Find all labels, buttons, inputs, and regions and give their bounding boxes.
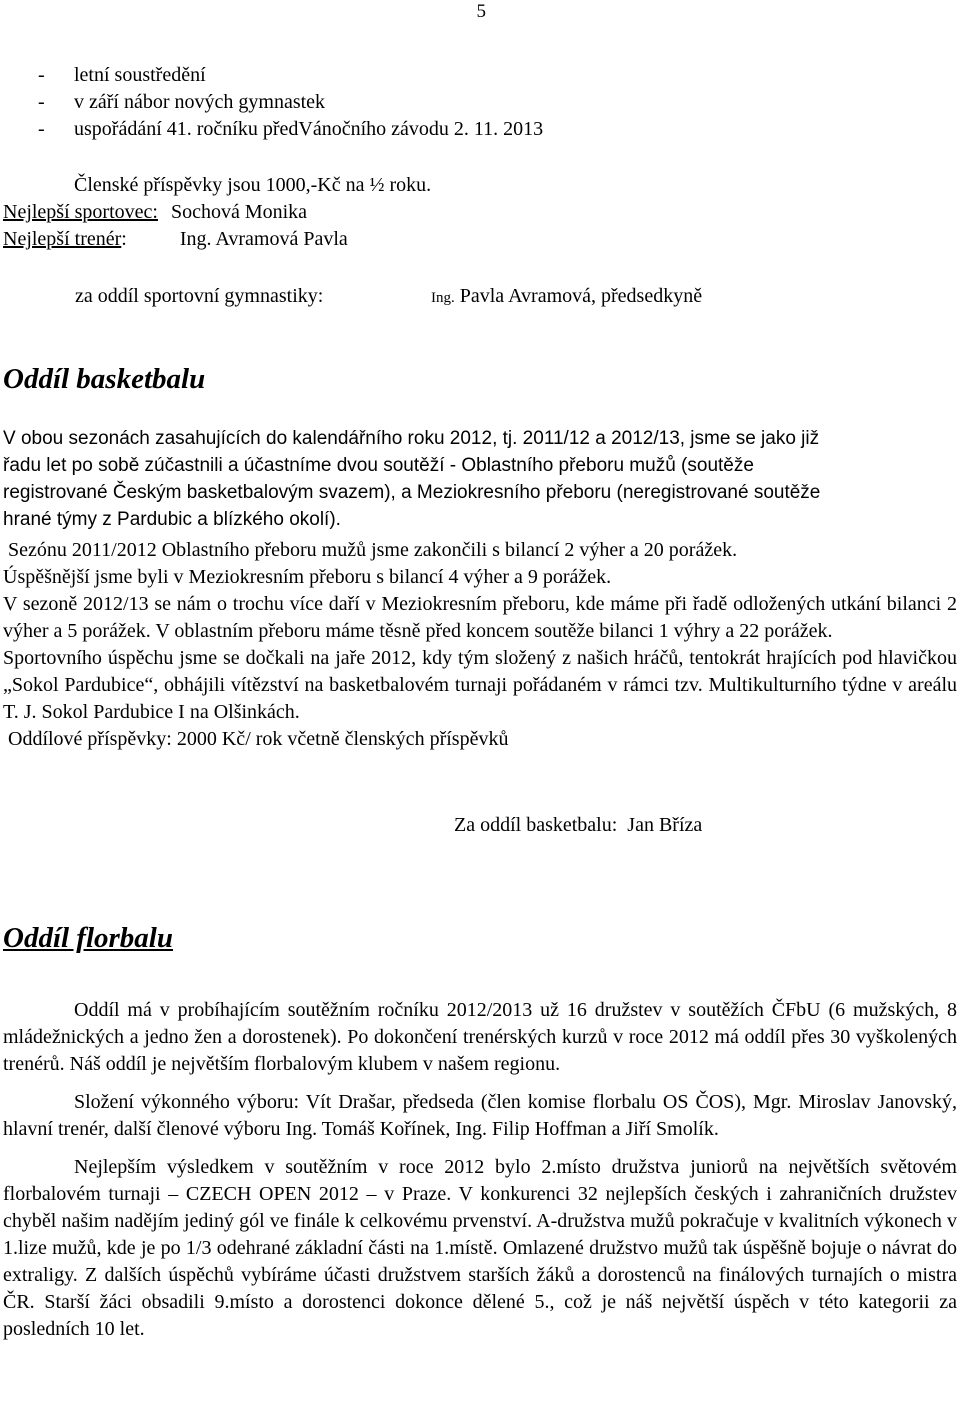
basketball-heading: Oddíl basketbalu — [3, 363, 206, 395]
basketball-season-2012: V sezoně 2012/13 se nám o trochu více daří v Meziokresním přeboru, kde máme při řadě odložených utkání bilanci 2 výher a 5 porážek. V oblastním přeboru máme těsně před koncem soutěže bilanci 1 výhry a 22 porážek. — [3, 593, 957, 642]
gym-signature-label: za oddíl sportovní gymnastiky: — [75, 285, 324, 307]
gym-activity-list — [38, 62, 543, 143]
best-coach-label: Nejlepší trenér — [3, 228, 122, 250]
best-athlete-value: Sochová Monika — [170, 201, 308, 223]
florbal-para-3: Nejlepším výsledkem v soutěžním v roce 2012 bylo 2.místo družstva juniorů na největších světovém florbalovém turnaji – CZECH OPEN 2012 – v Praze. V konkurenci 32 nejlepších českých i zahraničních družstev chyběl našim nadějím jediný gól ve finále k celkovému prvenství. A-družstva mužů pokračuje v kvalitních výkonech v 1.lize mužů, kde je po 1/3 odehrané základní části na 1.místě. Omlazené družstvo mužů tak úspěšně bojuje o návrat do extraligy. Z dalších úspěchů vybíráme účasti družstvem starších žáků a dorostenců na finálových turnajích o mistra ČR. Starší žáci obsadili 9.místo a dorostenci dokonce dělené 5., což je náš největší úspěch v této kategorii za posledních 10 let. — [3, 1156, 957, 1340]
list-item: - letní soustředění — [38, 64, 206, 86]
basketball-body — [3, 537, 957, 753]
basketball-mezi: Úspěšnější jsme byli v Meziokresním přeboru s bilancí 4 výher a 9 porážek. — [3, 566, 612, 588]
best-athlete-row — [3, 199, 307, 226]
gym-fees: Členské příspěvky jsou 1000,-Kč na ½ roku. — [74, 174, 432, 196]
list-item: - v září nábor nových gymnastek — [38, 91, 326, 113]
best-coach-row: Nejlepší trenér: Ing. Avramová Pavla — [3, 228, 348, 250]
best-athlete-label: Nejlepší sportovec: — [3, 201, 158, 223]
florbal-para-1: Oddíl má v probíhajícím soutěžním ročníku 2012/2013 už 16 družstev v soutěžích ČFbU (6 mužských, 8 mládežnických a jedno žen a dorostenek). Po dokončení trenérských kurzů v roce 2012 má oddíl přes 30 vyškolených trenérů. Náš oddíl je největším florbalovým klubem v našem regionu. — [3, 999, 957, 1075]
basketball-success: Sportovního úspěchu jsme se dočkali na jaře 2012, kdy tým složený z našich hráčů, tentokrát hrajících pod hlavičkou „Sokol Pardubice“, obhájili vítězství na basketbalovém turnaji pořádaném v rámci tzv. Multikulturního týdne v areálu T. J. Sokol Pardubice I na Olšinkách. — [3, 647, 957, 723]
basketball-season-2011: Sezónu 2011/2012 Oblastního přeboru mužů jsme zakončili s bilancí 2 výher a 20 porážek. — [3, 539, 738, 561]
florbal-para-2: Složení výkonného výboru: Vít Drašar, předseda (člen komise florbalu OS ČOS), Mgr. Miroslav Janovský, hlavní trenér, další členové výboru Ing. Tomáš Kořínek, Ing. Filip Hoffman a Jiří Smolík. — [3, 1091, 957, 1140]
florbal-body — [3, 997, 957, 1343]
florbal-heading: Oddíl florbalu — [3, 922, 173, 954]
gym-signature: Ing. Pavla Avramová, předsedkyně — [431, 285, 703, 307]
basketball-intro: V obou sezonách zasahujících do kalendářního roku 2012, tj. 2011/12 a 2012/13, jsme se jako již řadu let po sobě zúčastnili a účastníme dvou soutěží - Oblastního přeboru mužů (soutěže registrované Českým basketbalovým svazem), a Meziokresního přeboru (neregistrované soutěže hrané týmy z Pardubic a blízkého okolí). — [3, 428, 821, 530]
best-coach-value: Ing. Avramová Pavla — [179, 228, 348, 250]
basketball-signature: Za oddíl basketbalu: Jan Bříza — [454, 814, 703, 836]
page-number: 5 — [476, 1, 486, 22]
basketball-fees: Oddílové příspěvky: 2000 Kč/ rok včetně členských příspěvků — [3, 728, 509, 750]
list-item: - uspořádání 41. ročníku předVánočního závodu 2. 11. 2013 — [38, 118, 544, 140]
